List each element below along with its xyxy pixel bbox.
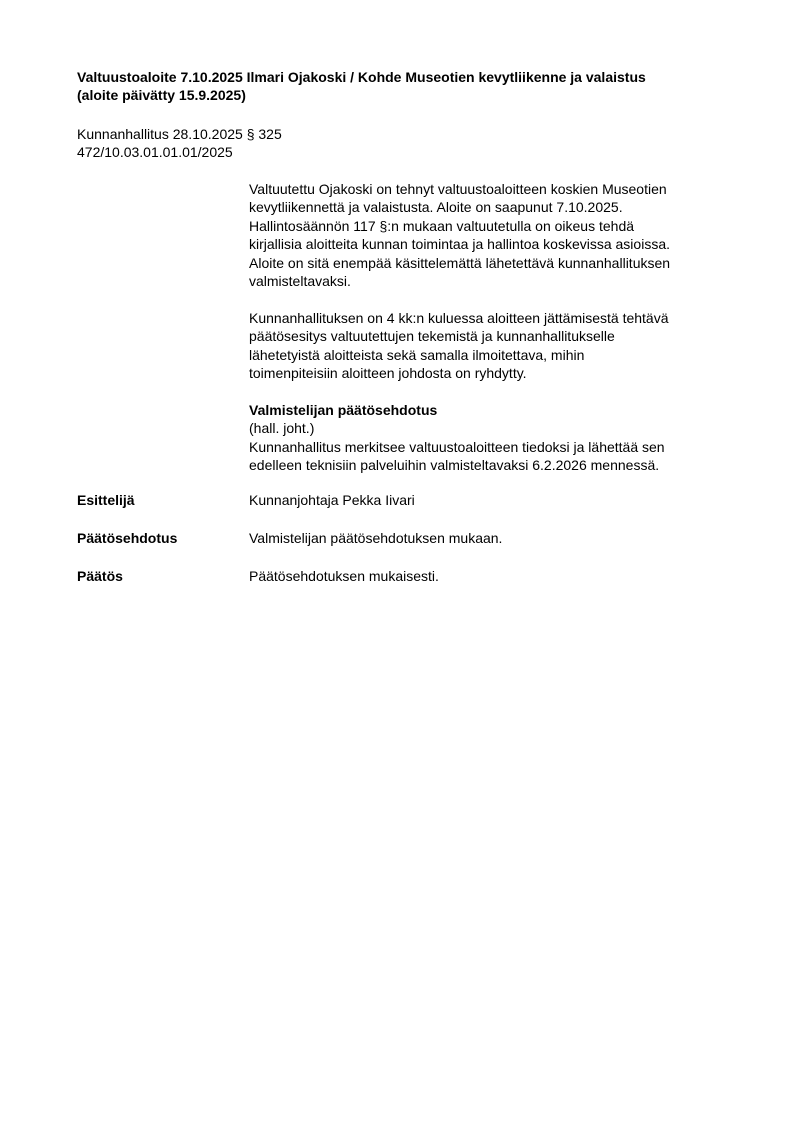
document-title [77,68,757,104]
paragraph-line: Hallintosäännön 117 §:n mukaan valtuutetulla on oikeus tehdä [249,217,635,234]
paragraph-deadline [249,309,749,383]
document-body [249,180,749,493]
meeting-meta [77,125,282,161]
proposal-line: (hall. joht.) [249,420,315,437]
paragraph-line: päätösesitys valtuutettujen tekemistä ja kunnanhallitukselle [249,328,615,345]
paragraph-line: Kunnanhallituksen on 4 kk:n kuluessa aloitteen jättämisestä tehtävä [249,309,669,326]
paragraph-line: Valtuutettu Ojakoski on tehnyt valtuustoaloitteen koskien Museotien [249,181,667,197]
row-label: Päätös [77,568,123,584]
proposal-section [249,401,749,475]
proposal-line: edelleen teknisiin palveluihin valmisteltavaksi 6.2.2026 mennessä. [249,457,660,474]
proposal-line: Kunnanhallitus merkitsee valtuustoaloitteen tiedoksi ja lähettää sen [249,438,665,455]
paragraph-line: valmisteltavaksi. [249,273,351,290]
proposal-heading: Valmistelijan päätösehdotus [249,401,438,418]
row-value: Päätösehdotuksen mukaisesti. [249,568,439,584]
paragraph-line: lähetetyistä aloitteista sekä samalla ilmoitettava, mihin [249,346,585,363]
row-value: Kunnanjohtaja Pekka Iivari [249,492,415,508]
paragraph-line: toimenpiteisiin aloitteen johdosta on ryhdytty. [249,365,527,382]
meeting-line: Kunnanhallitus 28.10.2025 § 325 [77,126,282,142]
paragraph-line: Aloite on sitä enempää käsittelemättä lähetettävä kunnanhallituksen [249,254,671,271]
paragraph-line: kevytliikennettä ja valaistusta. Aloite on saapunut 7.10.2025. [249,199,623,216]
paragraph-line: kirjallisia aloitteita kunnan toimintaa ja hallintoa koskevissa asioissa. [249,236,670,253]
record-number: 472/10.03.01.01.01/2025 [77,144,233,160]
row-label: Esittelijä [77,492,135,508]
paragraph-background [249,180,749,290]
title-line: (aloite päivätty 15.9.2025) [77,87,246,103]
row-value: Valmistelijan päätösehdotuksen mukaan. [249,530,503,546]
title-line: Valtuustoaloite 7.10.2025 Ilmari Ojakoski / Kohde Museotien kevytliikenne ja valaistus [77,69,646,85]
row-label: Päätösehdotus [77,530,178,546]
